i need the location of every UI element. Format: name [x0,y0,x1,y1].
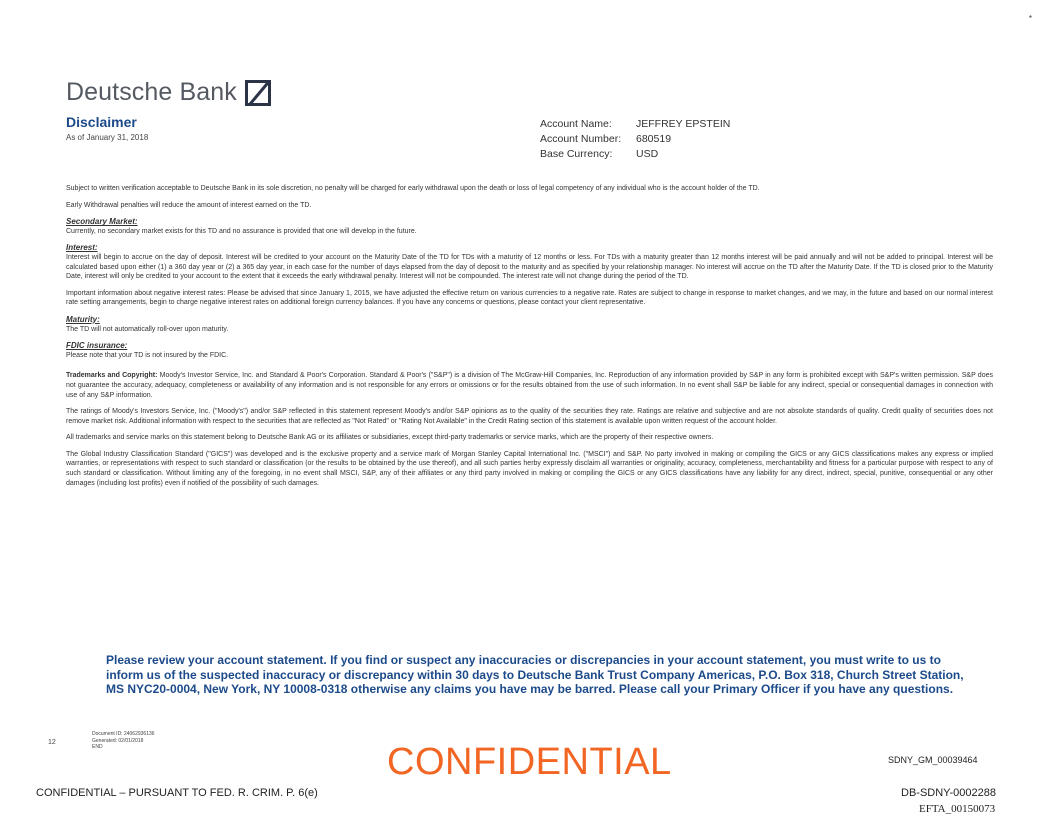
deutsche-bank-slash-icon [245,80,271,106]
corner-mark: * [1028,14,1032,23]
intro-paragraph-2: Early Withdrawal penalties will reduce the amount of interest earned on the TD. [66,201,312,209]
as-of-date: As of January 31, 2018 [66,133,149,142]
secondary-market-heading: Secondary Market: [66,217,138,227]
confidential-rule-notice: CONFIDENTIAL – PURSUANT TO FED. R. CRIM. P. 6(e) [36,787,318,799]
confidential-stamp: CONFIDENTIAL [387,741,672,783]
account-info [540,117,730,162]
gics-paragraph: The Global Industry Classification Standard ("GICS") was developed and is the exclusive property and a service mark of Morgan Stanley Capital International Inc. ("MSCI") and S&P. No party involved in making or compiling the GICS or any GICS classifications makes any express or implied warranties, or representations with respect to such standard or classification (or the results to be obtained by the use thereof), and all such parties herby expressly disclaim all warranties or originality, accuracy, completeness, merchantability and fitness for a particular purpose with respect to any of such standard or classification. Without limiting any of the foregoing, in no event shall MSCI, S&P, any of their affiliates or any third party involved in making or compiling the GICS or any GICS classifications have any liability for any direct, indirect, special, punitive, consequential or any other damages (including lost profits) even if notified of the possibility of such damages. [66,450,993,487]
account-number-row [540,132,730,147]
page-number: 12 [48,739,56,746]
trademarks-paragraph [66,371,993,400]
interest-heading: Interest: [66,243,98,253]
maturity-heading: Maturity: [66,314,100,324]
account-name-label: Account Name: [540,118,612,130]
account-name-row [540,117,730,132]
secondary-market-text: Currently, no secondary market exists for this TD and no assurance is provided that one will develop in the future. [66,227,417,235]
db-sdny-bates: DB-SDNY-0002288 [901,787,996,799]
end-marker: END [92,744,103,750]
intro-paragraph-1: Subject to written verification acceptable to Deutsche Bank in its sole discretion, no penalty will be charged for early withdrawal upon the death or loss of legal competency of any individual who is the account holder of the TD. [66,185,760,192]
interest-text: Interest will begin to accrue on the day of deposit. Interest will be credited to your account on the Maturity Date of the TD for TDs with a maturity of 12 months or less. For TDs with a maturity greater than 12 months interest will be paid annually and will not be added to principal. Interest will be calculated based upon either (1) a 360 day year or (2) a 365 day year, in each case for the number of days elapsed from the day of deposit to the maturity and as specified by your relationship manager. No interest will accrue on the TD after the Maturity Date. If the TD is closed prior to the Maturity Date, interest will only be credited to your account to the extent that it exceeds the early withdrawal penalty. Interest will not be compounded. The interest rate will not change during the period of the TD. [66,253,993,281]
generated-date: Generated: 02/01/2018 [92,737,144,744]
base-currency-value: USD [636,148,659,160]
secondary-market-section [66,217,993,236]
ratings-paragraph: The ratings of Moody's Investors Service, Inc. ("Moody's") and/or S&P reflected in this statement represent Moody's and/or S&P opinions as to the quality of the securities they rate. Ratings are relative and subjective and are not absolute standards of quality. Credit quality of securities does not remove market risk. Additional information with respect to the securities that are reflected as "Not Rated" or "Rating Not Available" in the Credit Rating section of this statement is available upon written request of the account holder. [66,408,993,425]
review-notice: Please review your account statement. If you find or suspect any inaccuracies or discrepancies in your account statement, you must write to us to inform us of the suspected inaccuracy or discrepancy within 30 days to Deutsche Bank Trust Company Americas, P.O. Box 318, Church Street Station, MS NYC20-0004, New York, NY 10008-0318 otherwise any claims you have may be barred. Please call your Primary Officer if you have any questions. [106,653,964,696]
maturity-text: The TD will not automatically roll-over upon maturity. [66,325,229,333]
sdny-gm-bates: SDNY_GM_00039464 [888,755,978,765]
fdic-heading: FDIC insurance: [66,341,128,351]
page-title: Disclaimer [66,114,137,130]
document-info [92,731,155,751]
account-name-value: JEFFREY EPSTEIN [636,118,731,130]
deutsche-bank-logo [66,78,271,107]
trademarks-text: Moody's Investor Service, Inc. and Standard & Poor's Corporation. Standard & Poor's ("S&P") is a division of The McGraw-Hill Companies, Inc. Reproduction of any information provided by S&P in any form is prohibited except with S&P's written permission. S&P does not guarantee the accuracy, adequacy, completeness or availability of any information and is not responsible for any errors or omissions or for the results obtained from the use of such information. In no event shall S&P be liable for any indirect, special or consequential damages in connection with use of any S&P information. [66,372,993,399]
base-currency-label: Base Currency: [540,148,613,160]
base-currency-row [540,147,730,162]
all-trademarks-paragraph: All trademarks and service marks on this statement belong to Deutsche Bank AG or its affiliates or subsidiaries, except third-party trademarks or service marks, which are the property of their respective owners. [66,434,714,442]
trademarks-lead: Trademarks and Copyright: [66,372,158,380]
account-number-value: 680519 [636,133,672,145]
negative-rates-paragraph: Important information about negative interest rates: Please be advised that since January 1, 2015, we have adjusted the effective return on various currencies to a negative rate. Rates are subject to change in response to market changes, and we may, in the future and based on our normal interest rate setting arrangements, begin to charge negative interest rates on additional foreign currency balances. If you have any concerns or questions, please contact your client representative. [66,289,993,307]
fdic-section [66,341,993,360]
account-number-label: Account Number: [540,133,622,145]
fdic-text: Please note that your TD is not insured by the FDIC. [66,351,229,359]
efta-bates: EFTA_00150073 [919,803,996,815]
brand-name: Deutsche Bank [66,78,237,106]
interest-section [66,243,993,281]
maturity-section [66,315,993,334]
disclaimer-body [66,184,993,495]
document-id: Document ID: 24062936136 [92,731,155,737]
